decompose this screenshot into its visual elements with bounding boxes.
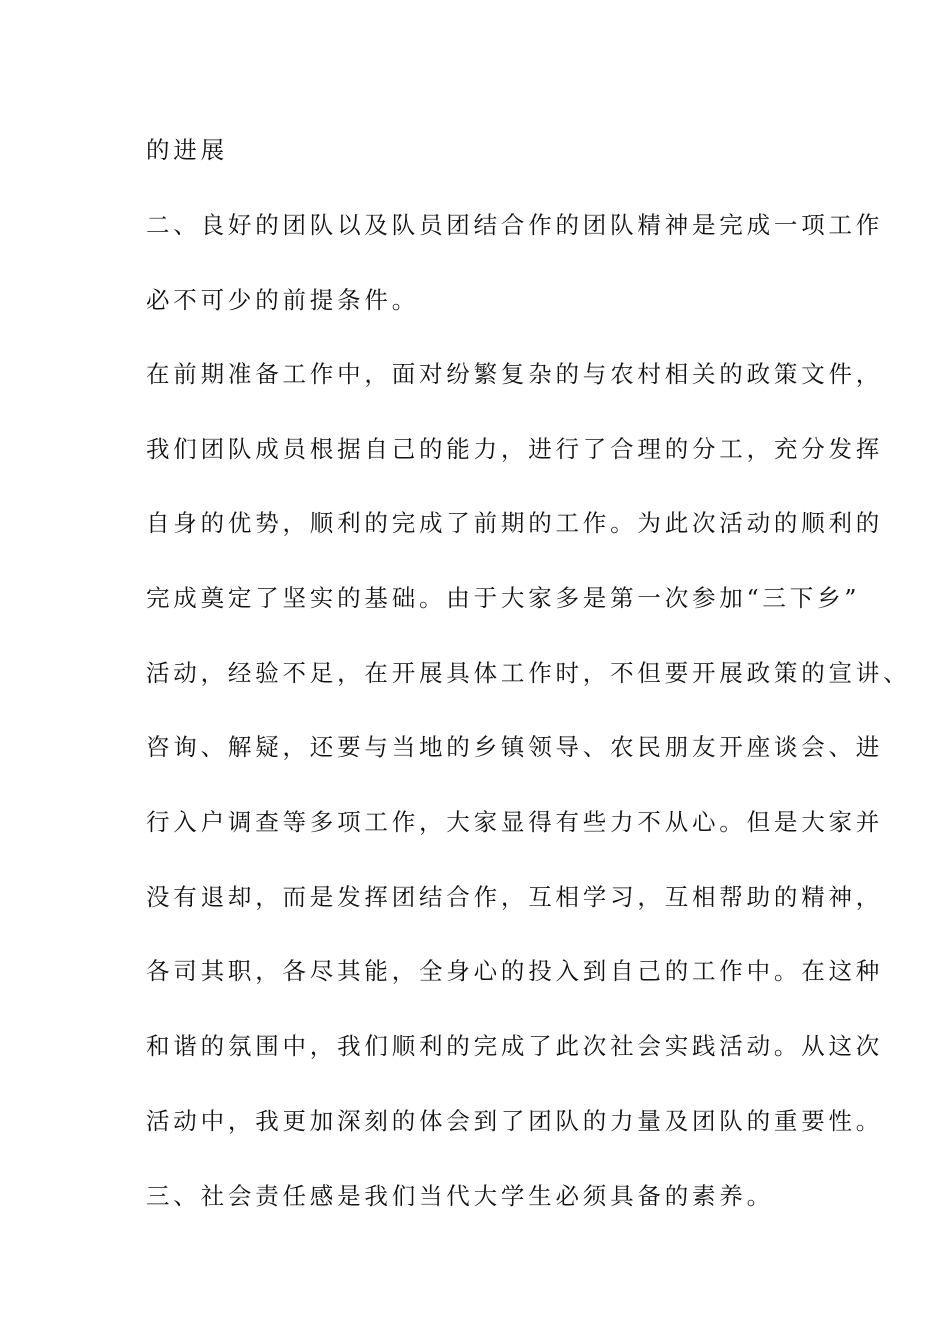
text-line: 行入户调查等多项工作，大家显得有些力不从心。但是大家并	[146, 808, 884, 836]
text-line: 的进展	[146, 136, 228, 164]
section-heading-3: 三、社会责任感是我们当代大学生必须具备的素养。	[146, 1182, 774, 1210]
text-line: 完成奠定了坚实的基础。由于大家多是第一次参加“三下乡”	[146, 584, 861, 612]
text-line: 没有退却，而是发挥团结合作，互相学习，互相帮助的精神，	[146, 883, 884, 911]
text-line: 活动中，我更加深刻的体会到了团队的力量及团队的重要性。	[146, 1107, 884, 1135]
text-line: 自身的优势，顺利的完成了前期的工作。为此次活动的顺利的	[146, 509, 884, 537]
text-line: 必不可少的前提条件。	[146, 286, 419, 314]
section-heading-2: 二、良好的团队以及队员团结合作的团队精神是完成一项工作	[146, 211, 884, 239]
text-line: 和谐的氛围中，我们顺利的完成了此次社会实践活动。从这次	[146, 1032, 884, 1060]
text-line: 各司其职，各尽其能，全身心的投入到自己的工作中。在这种	[146, 957, 884, 985]
text-line: 在前期准备工作中，面对纷繁复杂的与农村相关的政策文件，	[146, 360, 884, 388]
text-line: 活动，经验不足，在开展具体工作时，不但要开展政策的宣讲、	[146, 659, 911, 687]
text-line: 咨询、解疑，还要与当地的乡镇领导、农民朋友开座谈会、进	[146, 733, 884, 761]
text-line: 我们团队成员根据自己的能力，进行了合理的分工，充分发挥	[146, 435, 884, 463]
